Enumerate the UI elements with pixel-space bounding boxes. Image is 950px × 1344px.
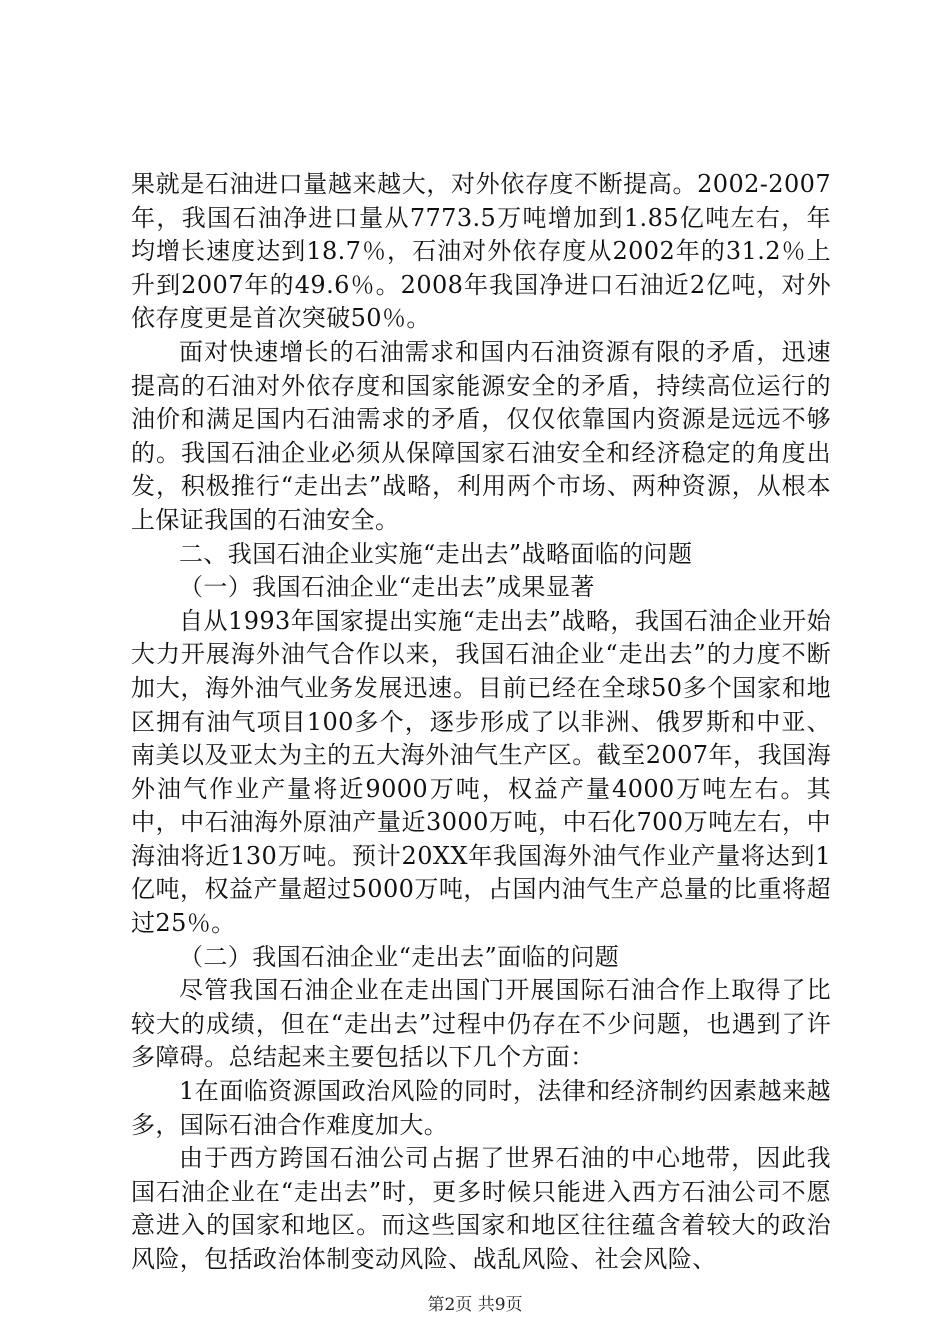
paragraph: 面对快速增长的石油需求和国内石油资源有限的矛盾，迅速提高的石油对外依存度和国家能源安全的矛盾，持续高位运行的油价和满足国内石油需求的矛盾，仅仅依靠国内资源是远远不够的。我国石油企业必须从保障国家石油安全和经济稳定的角度出发，积极推行“走出去”战略，利用两个市场、两种资源，从根本上保证我国的石油安全。 [131, 337, 831, 534]
paragraph: 果就是石油进口量越来越大，对外依存度不断提高。2002-2007年，我国石油净进口量从7773.5万吨增加到1.85亿吨左右，年均增长速度达到18.7％，石油对外依存度从2002年的31.2％上升到2007年的49.6％。2008年我国净进口石油近2亿吨，对外依存度更是首次突破50％。 [131, 170, 831, 333]
section-heading: 二、我国石油企业实施“走出去”战略面临的问题 [179, 539, 693, 568]
page-footer: 第2页 共9页 [427, 1295, 523, 1315]
subsection-heading: （一）我国石油企业“走出去”成果显著 [179, 573, 595, 602]
document-body [131, 168, 831, 1277]
paragraph: 1在面临资源国政治风险的同时，法律和经济制约因素越来越多，国际石油合作难度加大。 [131, 1077, 831, 1139]
paragraph: 由于西方跨国石油公司占据了世界石油的中心地带，因此我国石油企业在“走出去”时，更多时候只能进入西方石油公司不愿意进入的国家和地区。而这些国家和地区往往蕴含着较大的政治风险，包括政治体制变动风险、战乱风险、社会风险、 [131, 1144, 831, 1273]
subsection-heading: （二）我国石油企业“走出去”面临的问题 [179, 942, 620, 971]
paragraph: 尽管我国石油企业在走出国门开展国际石油合作上取得了比较大的成绩，但在“走出去”过程中仍存在不少问题，也遇到了许多障碍。总结起来主要包括以下几个方面： [131, 976, 831, 1072]
paragraph: 自从1993年国家提出实施“走出去”战略，我国石油企业开始大力开展海外油气合作以来，我国石油企业“走出去”的力度不断加大，海外油气业务发展迅速。目前已经在全球50多个国家和地区拥有油气项目100多个，逐步形成了以非洲、俄罗斯和中亚、南美以及亚太为主的五大海外油气生产区。截至2007年，我国海外油气作业产量将近9000万吨，权益产量4000万吨左右。其中，中石油海外原油产量近3000万吨，中石化700万吨左右，中海油将近130万吨。预计20XX年我国海外油气作业产量将达到1亿吨，权益产量超过5000万吨，占国内油气生产总量的比重将超过25％。 [131, 606, 831, 938]
